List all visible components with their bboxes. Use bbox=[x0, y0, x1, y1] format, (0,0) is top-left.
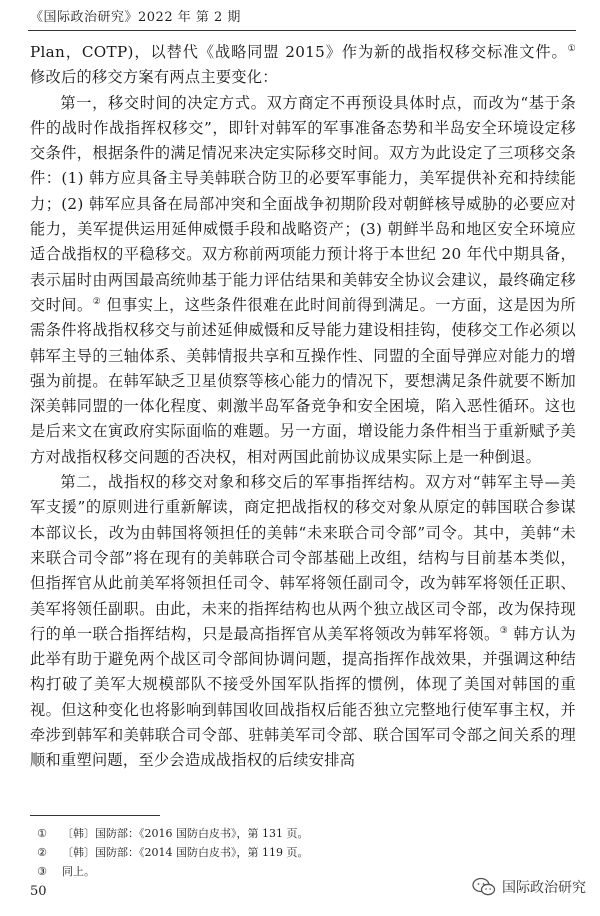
page-number: 50 bbox=[30, 884, 47, 899]
footnote-mark: ③ bbox=[37, 865, 47, 878]
paragraph-2 bbox=[30, 91, 576, 470]
paragraph-1-text: Plan，COTP)，以替代《战略同盟 2015》作为新的战指权移交标准文件。 bbox=[30, 43, 568, 61]
footnotes bbox=[36, 824, 556, 881]
footnote-text: 同上。 bbox=[62, 865, 95, 878]
footnote-item bbox=[36, 824, 556, 843]
footnote-mark: ② bbox=[37, 846, 47, 859]
running-header: 《国际政治研究》2022 年 第 2 期 bbox=[30, 10, 241, 25]
footnote-text: 〔韩〕国防部：《2016 国防白皮书》，第 131 页。 bbox=[62, 827, 309, 840]
footnote-item bbox=[36, 843, 556, 862]
footnote-text: 〔韩〕国防部：《2014 国防白皮书》，第 119 页。 bbox=[62, 846, 309, 859]
source-label: 国际政治研究 bbox=[502, 880, 586, 896]
footnote-ref-2[interactable]: ② bbox=[92, 296, 102, 307]
article-body bbox=[30, 40, 576, 774]
footnote-divider bbox=[30, 815, 160, 816]
paragraph-1 bbox=[30, 40, 576, 91]
paragraph-2-text-b: 但事实上，这些条件很难在此时间前得到满足。一方面，这是因为所需条件将战指权移交与前述延伸威慑和反导能力建设相挂钩，使移交工作必须以韩军主导的三轴体系、美韩情报共享和互操作性、同盟的全面导弹应对能力的增强为前提。在韩军缺乏卫星侦察等核心能力的情况下，要想满足条件就要不断加深美韩同盟的一体化程度、刺激半岛军备竞争和安全困境，陷入恶性循环。这也是后来文在寅政府实际面临的难题。另一方面，增设能力条件相当于重新赋予美方对战指权移交问题的否决权，相对两国此前协议成果实际上是一种倒退。 bbox=[30, 295, 576, 466]
header-divider bbox=[28, 30, 576, 31]
paragraph-3-text-b: 韩方认为此举有助于避免两个战区司令部间协调问题，提高指挥作战效果，并强调这种结构打破了美军大规模部队不接受外国军队指挥的惯例，体现了美国对韩国的重视。但这种变化也将影响到韩国收回战指权后能否独立完整地行使军事主权，并牵涉到韩军和美韩联合司令部、驻韩美军司令部、联合国军司令部之间关系的理顺和重塑问题，至少会造成战指权的后续安排高 bbox=[30, 624, 577, 770]
paragraph-2-text: 第一，移交时间的决定方式。双方商定不再预设具体时点，而改为“基于条件的战时作战指挥权移交”，即针对韩军的军事准备态势和半岛安全环境设定移交条件，根据条件的满足情况来决定实际移交时间。双方为此设定了三项移交条件：(1) 韩方应具备主导美韩联合防卫的必要军事能力，美军提供补充和持续能力；(2) 韩军应具备在局部冲突和全面战争初期阶段对朝鲜核导威胁的必要应对能力，美军提供运用延伸威慑手段和战略资产；(3) 朝鲜半岛和地区安全环境应适合战指权的平稳移交。双方称前两项能力预计将于本世纪 20 年代中期具备，表示届时由两国最高统帅基于能力评估结果和美韩安全协议会建议，最终确定移交时间。 bbox=[30, 93, 576, 314]
paragraph-3-text: 第二，战指权的移交对象和移交后的军事指挥结构。双方对“韩军主导—美军支援”的原则进行重新解读，商定把战指权的移交对象从原定的韩国联合参谋本部议长，改为由韩国将领担任的美韩“未来联合司令部”司令。其中，美韩“未来联合司令部”将在现有的美韩联合司令部基础上改组，结构与目前基本类似，但指挥官从此前美军将领担任司令、韩军将领任副司令，改为韩军将领任正职、美军将领任副职。由此，未来的指挥结构也从两个独立战区司令部，改为保持现行的单一联合指挥结构，只是最高指挥官从美军将领改为韩军将领。 bbox=[30, 473, 576, 643]
footnote-ref-3[interactable]: ③ bbox=[499, 625, 509, 636]
paragraph-3 bbox=[30, 470, 576, 774]
wechat-icon bbox=[472, 877, 496, 897]
footnote-ref-1[interactable]: ① bbox=[567, 43, 576, 54]
source-watermark bbox=[472, 877, 586, 897]
paragraph-1-text-b: 修改后的移交方案有两点主要变化： bbox=[30, 68, 278, 87]
footnote-mark: ① bbox=[37, 827, 47, 840]
